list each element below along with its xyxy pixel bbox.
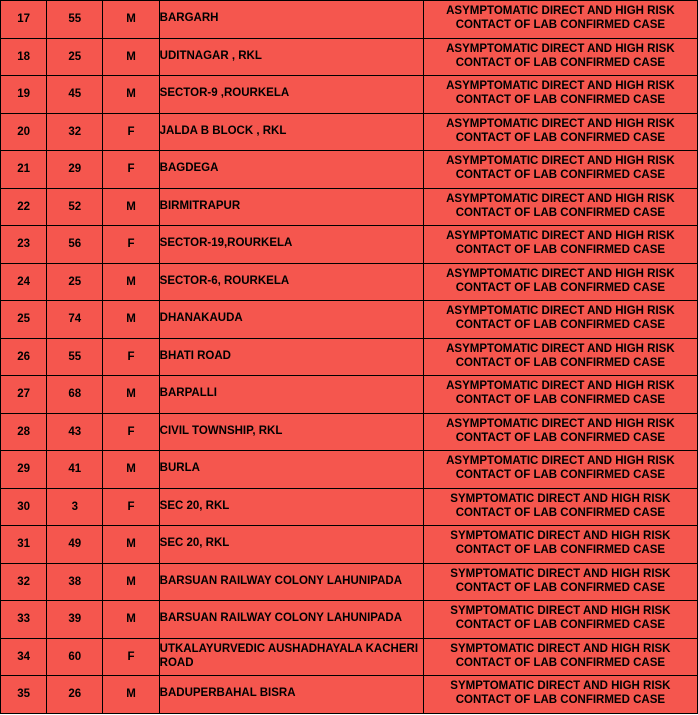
cell-age: 52 — [47, 188, 103, 226]
cell-serial-number: 24 — [1, 263, 47, 301]
cell-serial-number: 23 — [1, 226, 47, 264]
cell-remarks: SYMPTOMATIC DIRECT AND HIGH RISK CONTACT OF LAB CONFIRMED CASE — [423, 488, 697, 526]
table-row — [1, 488, 698, 526]
cell-sex: M — [103, 601, 159, 639]
cell-sex: F — [103, 226, 159, 264]
cell-address: CIVIL TOWNSHIP, RKL — [159, 413, 423, 451]
cell-remarks: SYMPTOMATIC DIRECT AND HIGH RISK CONTACT OF LAB CONFIRMED CASE — [423, 563, 697, 601]
cell-address: BARSUAN RAILWAY COLONY LAHUNIPADA — [159, 563, 423, 601]
cell-serial-number: 21 — [1, 151, 47, 189]
cell-age: 43 — [47, 413, 103, 451]
cell-remarks: SYMPTOMATIC DIRECT AND HIGH RISK CONTACT OF LAB CONFIRMED CASE — [423, 638, 697, 676]
table-row — [1, 151, 698, 189]
cell-sex: F — [103, 338, 159, 376]
cell-sex: M — [103, 76, 159, 114]
cell-address: DHANAKAUDA — [159, 301, 423, 339]
cell-sex: M — [103, 1, 159, 39]
cell-serial-number: 28 — [1, 413, 47, 451]
cell-serial-number: 33 — [1, 601, 47, 639]
table-row — [1, 38, 698, 76]
cell-address: SEC 20, RKL — [159, 526, 423, 564]
cell-remarks: ASYMPTOMATIC DIRECT AND HIGH RISK CONTACT OF LAB CONFIRMED CASE — [423, 376, 697, 414]
cell-remarks: ASYMPTOMATIC DIRECT AND HIGH RISK CONTACT OF LAB CONFIRMED CASE — [423, 451, 697, 489]
cell-age: 45 — [47, 76, 103, 114]
cell-sex: M — [103, 563, 159, 601]
cell-address: SECTOR-9 ,ROURKELA — [159, 76, 423, 114]
cell-remarks: ASYMPTOMATIC DIRECT AND HIGH RISK CONTACT OF LAB CONFIRMED CASE — [423, 38, 697, 76]
cell-address: BAGDEGA — [159, 151, 423, 189]
cell-serial-number: 31 — [1, 526, 47, 564]
cell-sex: F — [103, 413, 159, 451]
cell-age: 41 — [47, 451, 103, 489]
table-row — [1, 601, 698, 639]
cell-sex: M — [103, 376, 159, 414]
cell-serial-number: 17 — [1, 1, 47, 39]
cell-age: 29 — [47, 151, 103, 189]
cell-sex: M — [103, 188, 159, 226]
cell-remarks: ASYMPTOMATIC DIRECT AND HIGH RISK CONTACT OF LAB CONFIRMED CASE — [423, 1, 697, 39]
cell-remarks: ASYMPTOMATIC DIRECT AND HIGH RISK CONTACT OF LAB CONFIRMED CASE — [423, 76, 697, 114]
cell-sex: M — [103, 301, 159, 339]
table-row — [1, 226, 698, 264]
cell-address: BARSUAN RAILWAY COLONY LAHUNIPADA — [159, 601, 423, 639]
table-row — [1, 676, 698, 714]
cell-age: 26 — [47, 676, 103, 714]
table-row — [1, 563, 698, 601]
cell-address: JALDA B BLOCK , RKL — [159, 113, 423, 151]
cell-age: 55 — [47, 338, 103, 376]
cell-age: 3 — [47, 488, 103, 526]
cell-age: 68 — [47, 376, 103, 414]
cell-sex: M — [103, 263, 159, 301]
cell-serial-number: 20 — [1, 113, 47, 151]
table-row — [1, 376, 698, 414]
table-row — [1, 413, 698, 451]
cell-address: UDITNAGAR , RKL — [159, 38, 423, 76]
cell-age: 74 — [47, 301, 103, 339]
cell-age: 60 — [47, 638, 103, 676]
cell-age: 38 — [47, 563, 103, 601]
cell-sex: F — [103, 638, 159, 676]
cell-age: 25 — [47, 263, 103, 301]
cell-serial-number: 29 — [1, 451, 47, 489]
cell-remarks: SYMPTOMATIC DIRECT AND HIGH RISK CONTACT OF LAB CONFIRMED CASE — [423, 601, 697, 639]
cell-address: UTKALAYURVEDIC AUSHADHAYALA KACHERI ROAD — [159, 638, 423, 676]
cell-serial-number: 25 — [1, 301, 47, 339]
cell-serial-number: 34 — [1, 638, 47, 676]
cell-age: 49 — [47, 526, 103, 564]
cell-remarks: SYMPTOMATIC DIRECT AND HIGH RISK CONTACT OF LAB CONFIRMED CASE — [423, 526, 697, 564]
cell-serial-number: 26 — [1, 338, 47, 376]
cell-address: BARPALLI — [159, 376, 423, 414]
cell-serial-number: 35 — [1, 676, 47, 714]
cell-age: 56 — [47, 226, 103, 264]
cell-remarks: SYMPTOMATIC DIRECT AND HIGH RISK CONTACT OF LAB CONFIRMED CASE — [423, 676, 697, 714]
cell-address: SECTOR-19,ROURKELA — [159, 226, 423, 264]
cell-address: BADUPERBAHAL BISRA — [159, 676, 423, 714]
cell-remarks: ASYMPTOMATIC DIRECT AND HIGH RISK CONTACT OF LAB CONFIRMED CASE — [423, 188, 697, 226]
cell-sex: M — [103, 38, 159, 76]
cell-sex: F — [103, 113, 159, 151]
cell-age: 25 — [47, 38, 103, 76]
cell-age: 32 — [47, 113, 103, 151]
table-row — [1, 76, 698, 114]
cell-address: BIRMITRAPUR — [159, 188, 423, 226]
table-row — [1, 301, 698, 339]
cell-remarks: ASYMPTOMATIC DIRECT AND HIGH RISK CONTACT OF LAB CONFIRMED CASE — [423, 113, 697, 151]
cell-sex: F — [103, 151, 159, 189]
cell-serial-number: 22 — [1, 188, 47, 226]
cell-remarks: ASYMPTOMATIC DIRECT AND HIGH RISK CONTACT OF LAB CONFIRMED CASE — [423, 338, 697, 376]
cell-age: 39 — [47, 601, 103, 639]
table-row — [1, 451, 698, 489]
case-table-body — [1, 1, 698, 714]
cell-serial-number: 27 — [1, 376, 47, 414]
cell-address: SECTOR-6, ROURKELA — [159, 263, 423, 301]
cell-sex: M — [103, 451, 159, 489]
table-row — [1, 188, 698, 226]
table-row — [1, 263, 698, 301]
cell-serial-number: 30 — [1, 488, 47, 526]
cell-remarks: ASYMPTOMATIC DIRECT AND HIGH RISK CONTACT OF LAB CONFIRMED CASE — [423, 226, 697, 264]
cell-serial-number: 19 — [1, 76, 47, 114]
cell-serial-number: 32 — [1, 563, 47, 601]
table-row — [1, 526, 698, 564]
cell-address: BURLA — [159, 451, 423, 489]
cell-remarks: ASYMPTOMATIC DIRECT AND HIGH RISK CONTACT OF LAB CONFIRMED CASE — [423, 413, 697, 451]
cell-remarks: ASYMPTOMATIC DIRECT AND HIGH RISK CONTACT OF LAB CONFIRMED CASE — [423, 301, 697, 339]
table-row — [1, 1, 698, 39]
table-row — [1, 338, 698, 376]
cell-age: 55 — [47, 1, 103, 39]
cell-address: BARGARH — [159, 1, 423, 39]
cell-serial-number: 18 — [1, 38, 47, 76]
table-row — [1, 113, 698, 151]
cell-sex: M — [103, 676, 159, 714]
table-row — [1, 638, 698, 676]
cell-sex: F — [103, 488, 159, 526]
cell-remarks: ASYMPTOMATIC DIRECT AND HIGH RISK CONTACT OF LAB CONFIRMED CASE — [423, 151, 697, 189]
cell-address: BHATI ROAD — [159, 338, 423, 376]
cell-sex: M — [103, 526, 159, 564]
cell-address: SEC 20, RKL — [159, 488, 423, 526]
cell-remarks: ASYMPTOMATIC DIRECT AND HIGH RISK CONTACT OF LAB CONFIRMED CASE — [423, 263, 697, 301]
